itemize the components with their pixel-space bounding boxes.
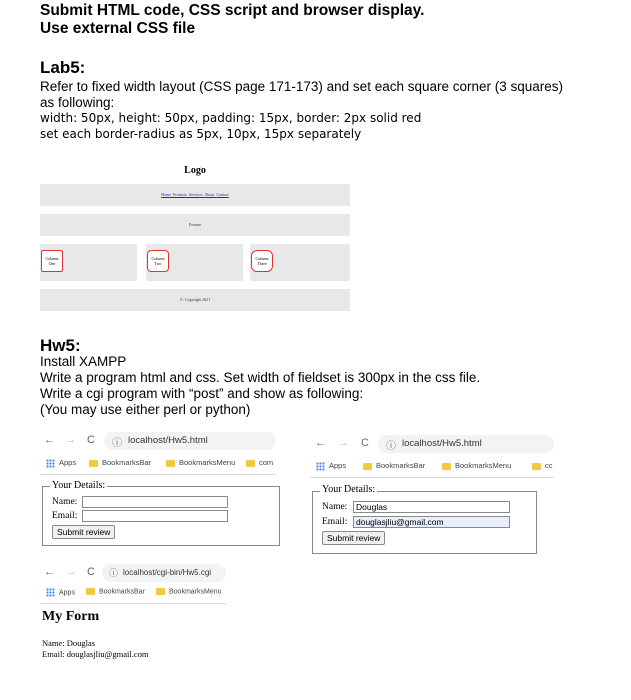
bookmark-bar-folder[interactable]: [86, 588, 145, 595]
name-input[interactable]: [82, 496, 228, 508]
mini-nav-bar: [40, 184, 350, 206]
bookmark-label: BookmarksBar: [99, 588, 145, 596]
header-line-2: Use external CSS file: [40, 20, 196, 37]
result-email: Email: douglasjliu@gmail.com: [42, 649, 149, 659]
info-icon: ⓘ: [386, 441, 396, 452]
folder-icon: [86, 588, 95, 595]
reload-icon[interactable]: C: [361, 437, 369, 449]
bookmark-apps[interactable]: [46, 458, 76, 468]
bookmark-bar-folder[interactable]: [363, 461, 425, 470]
name-label: Name:: [322, 502, 348, 512]
bookmark-menu-folder[interactable]: [156, 588, 222, 595]
bookmark-label: Apps: [59, 589, 75, 597]
fieldset-legend: Your Details:: [52, 480, 106, 491]
address-url: localhost/Hw5.html: [402, 438, 482, 449]
bookmark-label: BookmarksMenu: [179, 458, 236, 467]
lab5-desc-4: set each border-radius as 5px, 10px, 15px separately: [40, 127, 362, 141]
chrome-separator: [310, 477, 554, 478]
reload-icon[interactable]: C: [87, 566, 95, 578]
email-input[interactable]: douglasjliu@gmail.com: [353, 516, 510, 528]
mini-square-text: Three: [257, 261, 267, 266]
folder-icon: [156, 588, 165, 595]
mini-square-text: Column: [151, 256, 165, 261]
fieldset-legend: Your Details:: [322, 484, 376, 495]
chrome-separator: [40, 603, 226, 604]
lab5-desc-1: Refer to fixed width layout (CSS page 171-173) and set each square corner (3 squares): [40, 79, 564, 94]
folder-icon: [532, 463, 541, 470]
bookmark-bar-folder[interactable]: [89, 458, 151, 467]
info-icon: ⓘ: [109, 568, 119, 578]
folder-icon: [89, 460, 98, 467]
mini-nav-link: Contact: [216, 192, 229, 197]
email-label: Email:: [52, 511, 78, 521]
chrome-separator: [40, 474, 276, 475]
address-bar[interactable]: [378, 435, 554, 453]
mini-square-text: Column: [45, 256, 59, 261]
mini-column-one: [40, 244, 137, 281]
mini-square-text: Two: [154, 261, 162, 266]
hw5-line-2: Write a program html and css. Set width of fieldset is 300px in the css file.: [40, 370, 481, 385]
folder-icon: [442, 463, 451, 470]
lab5-desc-2: as following:: [40, 95, 115, 110]
back-icon[interactable]: ←: [44, 566, 55, 578]
mini-square-text: One: [48, 261, 56, 266]
result-name: Name: Douglas: [42, 638, 96, 648]
mini-feature-bar: [40, 214, 350, 236]
result-page-title: My Form: [42, 609, 100, 624]
back-icon[interactable]: ←: [315, 437, 326, 449]
folder-icon: [166, 460, 175, 467]
bookmark-label: BookmarksBar: [102, 458, 152, 467]
address-url: localhost/Hw5.html: [128, 435, 208, 446]
hw5-title: Hw5:: [40, 336, 81, 355]
name-input[interactable]: Douglas: [353, 501, 510, 513]
name-label: Name:: [52, 497, 78, 507]
hw5-line-3: Write a cgi program with “post” and show as following:: [40, 386, 364, 401]
forward-icon[interactable]: →: [65, 434, 76, 446]
submit-review-button[interactable]: Submit review: [322, 531, 385, 545]
apps-icon: [46, 588, 55, 597]
address-bar[interactable]: [104, 432, 276, 450]
forward-icon[interactable]: →: [338, 437, 349, 449]
hw5-line-4: (You may use either perl or python): [40, 402, 251, 417]
mini-footer-bar: [40, 289, 350, 311]
bookmark-label: cc: [545, 461, 553, 470]
address-url: localhost/cgi-bin/Hw5.cgi: [123, 568, 212, 577]
bookmark-label: BookmarksMenu: [169, 588, 222, 596]
email-input[interactable]: [82, 510, 228, 522]
bookmark-other-folder[interactable]: [532, 461, 553, 470]
mini-square-one: [41, 250, 63, 272]
mini-column-two: [146, 244, 243, 281]
apps-icon: [46, 459, 55, 468]
bookmark-label: com: [259, 458, 274, 467]
email-label: Email:: [322, 517, 348, 527]
apps-icon: [316, 462, 325, 471]
header-line-1: Submit HTML code, CSS script and browser display.: [40, 2, 425, 19]
mini-nav-link: Services: [188, 192, 203, 197]
back-icon[interactable]: ←: [44, 434, 55, 446]
mini-logo: Logo: [184, 165, 206, 176]
mini-square-text: Column: [255, 256, 269, 261]
hw5-line-1: Install XAMPP: [40, 354, 127, 369]
mini-nav-link: About: [204, 192, 215, 197]
mini-square-three: [251, 250, 273, 272]
mini-copyright: ©: Copyright 2021: [179, 297, 211, 302]
mini-square-two: [147, 250, 169, 272]
address-bar[interactable]: [102, 564, 226, 582]
bookmark-other-folder[interactable]: [246, 458, 273, 467]
lab5-desc-3: width: 50px, height: 50px, padding: 15px, border: 2px solid red: [40, 111, 422, 125]
folder-icon: [246, 460, 255, 467]
bookmark-apps[interactable]: [316, 461, 346, 471]
reload-icon[interactable]: C: [87, 434, 95, 446]
folder-icon: [363, 463, 372, 470]
forward-icon[interactable]: →: [66, 566, 77, 578]
info-icon: ⓘ: [112, 438, 122, 449]
submit-review-button[interactable]: Submit review: [52, 525, 115, 539]
bookmark-label: Apps: [59, 458, 77, 467]
mini-nav-link: Home: [161, 192, 171, 197]
mini-nav-links: [40, 184, 350, 206]
bookmark-menu-folder[interactable]: [166, 458, 235, 467]
bookmark-label: BookmarksMenu: [455, 461, 512, 470]
bookmark-label: BookmarksBar: [376, 461, 426, 470]
mini-column-three: [250, 244, 350, 281]
mini-feature-text: Feature: [189, 222, 201, 227]
bookmark-menu-folder[interactable]: [442, 461, 511, 470]
bookmark-apps[interactable]: [46, 588, 75, 597]
mini-nav-link: Products: [172, 192, 187, 197]
lab5-title: Lab5:: [40, 58, 86, 77]
bookmark-label: Apps: [329, 461, 347, 470]
